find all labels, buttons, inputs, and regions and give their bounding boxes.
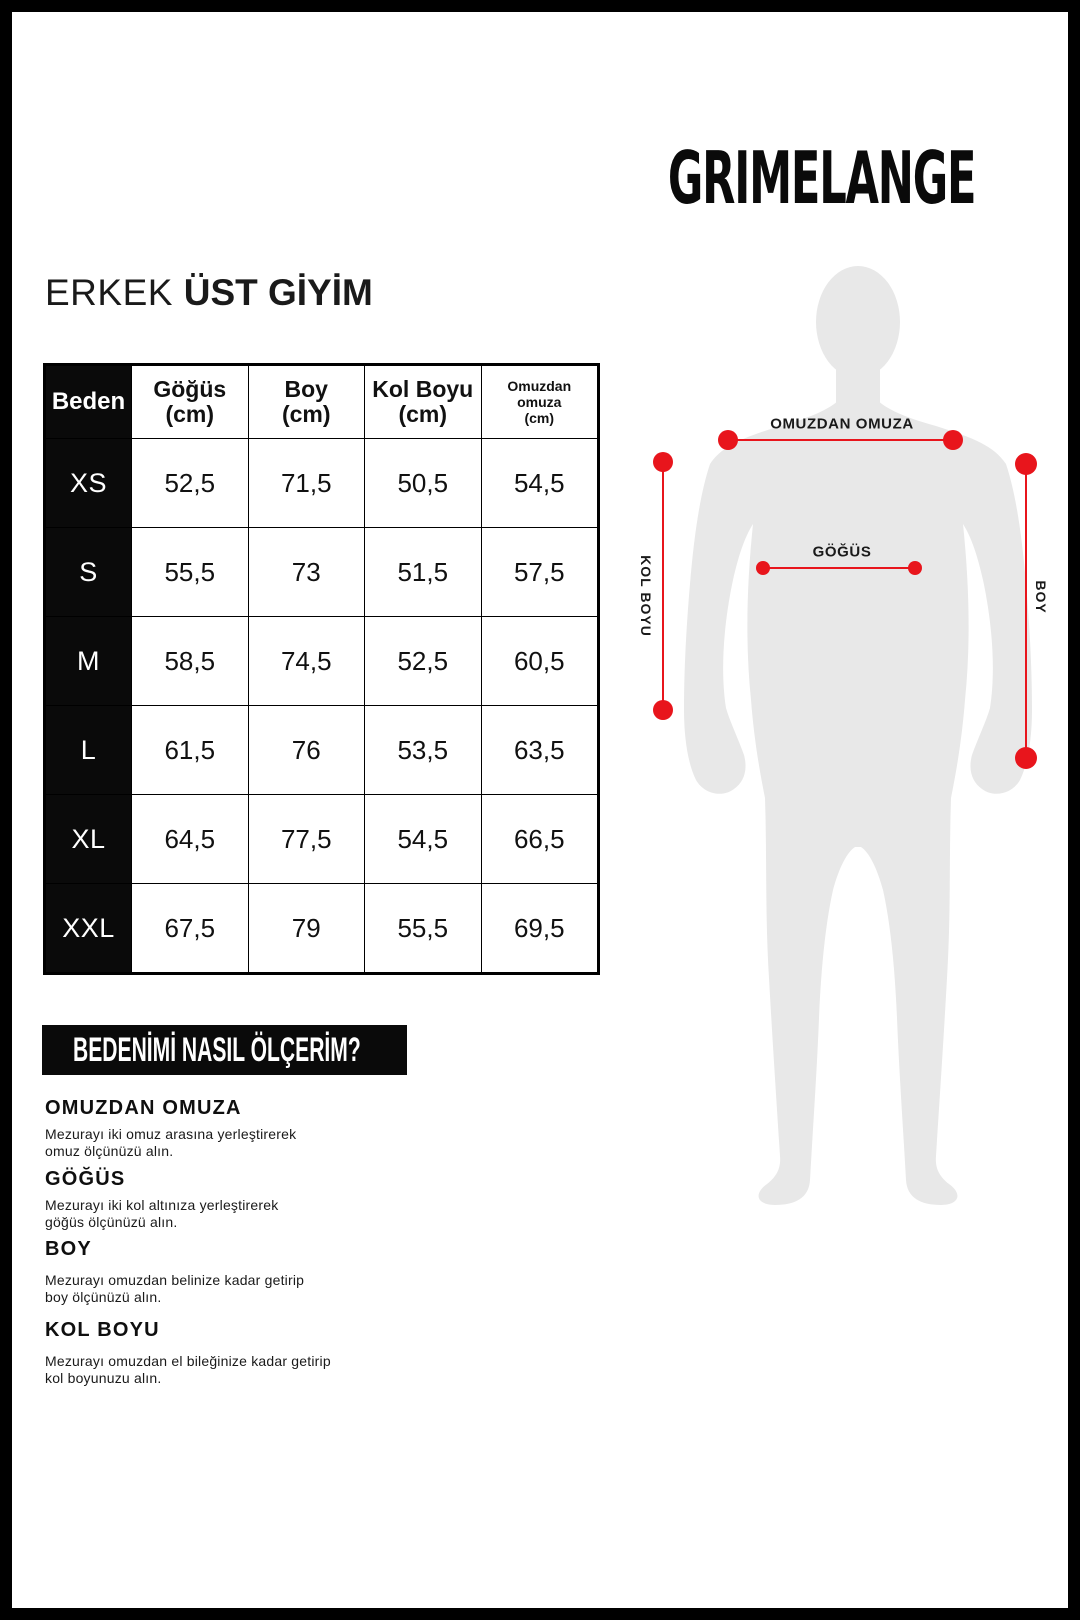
value-cell: 63,5 <box>482 706 598 794</box>
value-cell: 79 <box>249 884 365 972</box>
value-cell: 53,5 <box>365 706 481 794</box>
chest-measure-line <box>763 567 915 569</box>
height-dot-bottom <box>1015 747 1037 769</box>
arm-dot-top <box>653 452 673 472</box>
page-title-prefix: ERKEK <box>45 272 173 313</box>
page-title-emphasis: ÜST GİYİM <box>183 272 373 313</box>
header-length: Boy (cm) <box>249 366 365 438</box>
value-cell: 54,5 <box>365 795 481 883</box>
arm-dot-bottom <box>653 700 673 720</box>
value-cell: 55,5 <box>365 884 481 972</box>
value-cell: 57,5 <box>482 528 598 616</box>
value-cell: 66,5 <box>482 795 598 883</box>
value-cell: 52,5 <box>132 439 248 527</box>
section-heading-sleeve: KOL BOYU <box>45 1319 160 1341</box>
size-cell: XL <box>46 795 131 883</box>
size-cell: M <box>46 617 131 705</box>
section-text-chest: Mezurayı iki kol altınıza yerleştirerek göğüs ölçünüzü alın. <box>45 1197 279 1230</box>
section-heading-shoulder: OMUZDAN OMUZA <box>45 1097 242 1119</box>
shoulder-measure-label: OMUZDAN OMUZA <box>770 415 914 433</box>
how-to-band-title: BEDENİMİ NASIL ÖLÇERİM? <box>73 1030 361 1069</box>
value-cell: 67,5 <box>132 884 248 972</box>
size-cell: L <box>46 706 131 794</box>
value-cell: 76 <box>249 706 365 794</box>
section-text-length: Mezurayı omuzdan belinize kadar getirip boy ölçünüzü alın. <box>45 1272 305 1305</box>
how-to-measure-section <box>42 1025 462 1386</box>
header-sleeve: Kol Boyu (cm) <box>365 366 481 438</box>
value-cell: 69,5 <box>482 884 598 972</box>
value-cell: 77,5 <box>249 795 365 883</box>
shoulder-measure-line <box>728 439 953 441</box>
size-cell: XXL <box>46 884 131 972</box>
height-measure-line <box>1025 464 1027 758</box>
value-cell: 61,5 <box>132 706 248 794</box>
body-silhouette <box>640 250 1060 1210</box>
value-cell: 71,5 <box>249 439 365 527</box>
section-heading-chest: GÖĞÜS <box>45 1168 126 1190</box>
page-title <box>45 272 373 314</box>
how-to-band <box>42 1025 407 1075</box>
chest-measure-label: GÖĞÜS <box>812 543 872 561</box>
size-table <box>43 363 600 975</box>
section-heading-length: BOY <box>45 1238 92 1260</box>
chest-dot-right <box>908 561 922 575</box>
value-cell: 73 <box>249 528 365 616</box>
arm-measure-label: KOL BOYU <box>638 555 654 637</box>
value-cell: 74,5 <box>249 617 365 705</box>
section-text-sleeve: Mezurayı omuzdan el bileğinize kadar getirip kol boyunuzu alın. <box>45 1353 331 1386</box>
size-cell: S <box>46 528 131 616</box>
value-cell: 51,5 <box>365 528 481 616</box>
value-cell: 58,5 <box>132 617 248 705</box>
shoulder-dot-right <box>943 430 963 450</box>
header-chest: Göğüs (cm) <box>132 366 248 438</box>
value-cell: 64,5 <box>132 795 248 883</box>
header-size-column: Beden <box>46 366 131 438</box>
value-cell: 52,5 <box>365 617 481 705</box>
value-cell: 54,5 <box>482 439 598 527</box>
brand-logo: GRIMELANGE <box>667 136 975 220</box>
arm-measure-line <box>662 462 664 710</box>
shoulder-dot-left <box>718 430 738 450</box>
value-cell: 55,5 <box>132 528 248 616</box>
header-shoulder: Omuzdan omuza (cm) <box>482 366 598 438</box>
value-cell: 60,5 <box>482 617 598 705</box>
height-dot-top <box>1015 453 1037 475</box>
value-cell: 50,5 <box>365 439 481 527</box>
section-text-shoulder: Mezurayı iki omuz arasına yerleştirerek omuz ölçünüzü alın. <box>45 1126 297 1159</box>
height-measure-label: BOY <box>1033 580 1049 614</box>
chest-dot-left <box>756 561 770 575</box>
size-cell: XS <box>46 439 131 527</box>
